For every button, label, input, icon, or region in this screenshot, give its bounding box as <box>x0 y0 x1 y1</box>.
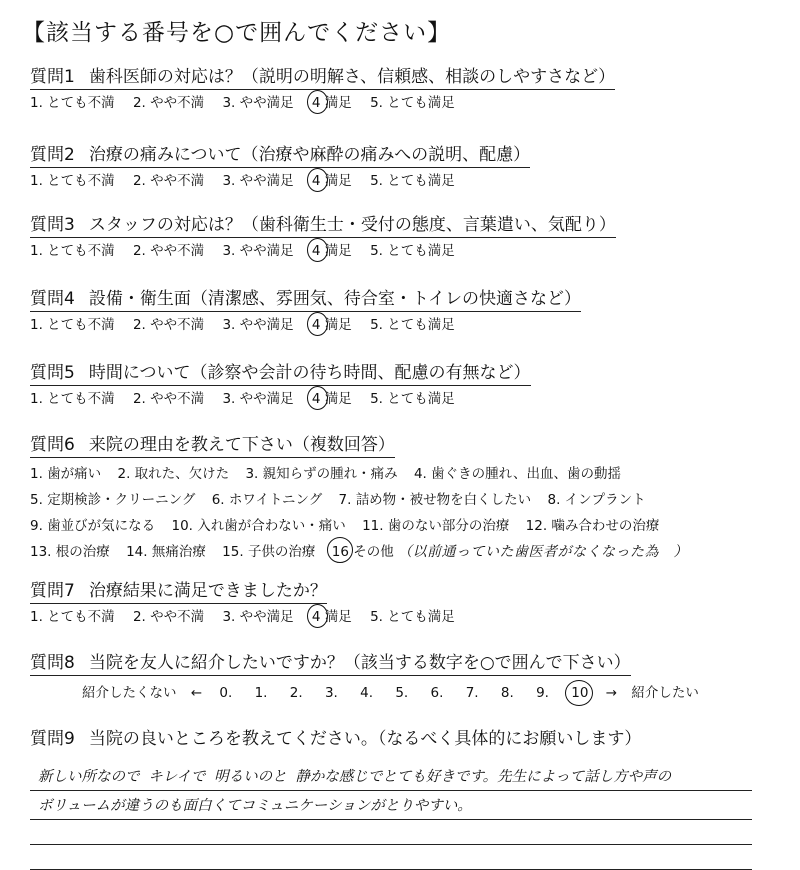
question-3-options <box>30 241 680 261</box>
option-3[interactable]: 3. やや満足 <box>222 243 294 259</box>
option-2[interactable]: 2. やや不満 <box>132 609 205 625</box>
reason-option-7[interactable]: 7. 詰め物・被せ物を白くしたい <box>338 492 532 508</box>
page-title: 【該当する番号を○で囲んでください】 <box>22 20 452 46</box>
answer-line-blank <box>30 845 752 870</box>
question-3-title <box>30 214 616 238</box>
option-5[interactable]: 5. とても満足 <box>370 317 455 333</box>
reason-option-2[interactable]: 2. 取れた、欠けた <box>117 466 230 482</box>
option-2[interactable]: 2. やや不満 <box>132 391 205 407</box>
circled-number: 4 <box>311 243 321 259</box>
scale-value-6[interactable]: 6. <box>430 685 444 701</box>
circled-number: 4 <box>311 609 321 625</box>
scale-value-1[interactable]: 1. <box>254 685 268 701</box>
arrow-left-icon: ← <box>190 685 203 701</box>
circled-number: 4 <box>311 317 321 333</box>
question-2-title <box>30 144 530 168</box>
option-5[interactable]: 5. とても満足 <box>370 243 455 259</box>
reason-option-1[interactable]: 1. 歯が痛い <box>30 466 102 482</box>
option-4-circled[interactable]: 4 満足 <box>311 317 352 333</box>
scale-left-label: 紹介したくない <box>82 685 177 701</box>
reason-option-5[interactable]: 5. 定期検診・クリーニング <box>30 492 196 508</box>
option-5[interactable]: 5. とても満足 <box>370 391 455 407</box>
question-text: スタッフの対応は？（歯科衛生士・受付の態度、言葉遣い、気配り） <box>88 215 616 235</box>
recommend-scale <box>76 682 730 704</box>
question-6 <box>30 434 689 565</box>
option-2[interactable]: 2. やや不満 <box>132 317 205 333</box>
question-9 <box>30 728 750 751</box>
scale-value-5[interactable]: 5. <box>395 685 409 701</box>
scale-value-10-circled[interactable]: 10 <box>571 682 588 704</box>
question-number: 質問1 <box>30 67 75 87</box>
reason-option-10[interactable]: 10. 入れ歯が合わない・痛い <box>171 518 346 534</box>
question-text: 設備・衛生面（清潔感、雰囲気、待合室・トイレの快適さなど） <box>88 289 581 309</box>
option-2[interactable]: 2. やや不満 <box>132 243 205 259</box>
reason-option-4[interactable]: 4. 歯ぐきの腫れ、出血、歯の動揺 <box>413 466 621 482</box>
question-4-options <box>30 315 680 335</box>
question-8-title <box>30 652 631 676</box>
question-1 <box>30 66 680 113</box>
option-2[interactable]: 2. やや不満 <box>132 173 205 189</box>
option-1[interactable]: 1. とても不満 <box>30 391 115 407</box>
question-number: 質問2 <box>30 145 75 165</box>
question-text: 歯科医師の対応は？（説明の明解さ、信頼感、相談のしやすさなど） <box>88 67 616 87</box>
answer-line-1: 新しい所なので キレイで 明るいのと 静かな感じでとても好きです。先生によって話し方や声の <box>30 762 752 791</box>
option-5[interactable]: 5. とても満足 <box>370 95 455 111</box>
question-number: 質問5 <box>30 363 75 383</box>
other-reason-handwritten: （以前通っていた歯医者がなくなった為 ） <box>398 544 689 560</box>
option-4-circled[interactable]: 4 満足 <box>311 173 352 189</box>
reason-option-11[interactable]: 11. 歯のない部分の治療 <box>362 518 510 534</box>
reason-option-16-circled[interactable]: 16 その他 （以前通っていた歯医者がなくなった為 ） <box>332 539 688 565</box>
question-6-options <box>30 461 790 565</box>
scale-value-3[interactable]: 3. <box>324 685 338 701</box>
question-text: 治療の痛みについて（治療や麻酔の痛みへの説明、配慮） <box>88 145 531 165</box>
question-5 <box>30 362 680 409</box>
option-5[interactable]: 5. とても満足 <box>370 173 455 189</box>
circled-number: 4 <box>311 173 321 189</box>
option-3[interactable]: 3. やや満足 <box>222 391 294 407</box>
option-4-circled[interactable]: 4 満足 <box>311 95 352 111</box>
reason-option-3[interactable]: 3. 親知らずの腫れ・痛み <box>245 466 398 482</box>
question-text: 当院の良いところを教えてください。（なるべく具体的にお願いします） <box>88 729 642 749</box>
question-2-options <box>30 171 680 191</box>
option-1[interactable]: 1. とても不満 <box>30 317 115 333</box>
option-2[interactable]: 2. やや不満 <box>132 95 205 111</box>
option-3[interactable]: 3. やや満足 <box>222 95 294 111</box>
reason-option-14[interactable]: 14. 無痛治療 <box>126 544 206 560</box>
reason-option-9[interactable]: 9. 歯並びが気になる <box>30 518 156 534</box>
reason-option-13[interactable]: 13. 根の治療 <box>30 544 110 560</box>
option-3[interactable]: 3. やや満足 <box>222 317 294 333</box>
scale-value-7[interactable]: 7. <box>465 685 479 701</box>
reason-option-8[interactable]: 8. インプラント <box>547 492 646 508</box>
question-number: 質問3 <box>30 215 75 235</box>
arrow-right-icon: → <box>605 685 618 701</box>
circled-number: 4 <box>311 391 321 407</box>
answer-line-blank <box>30 820 752 845</box>
option-4-circled[interactable]: 4 満足 <box>311 609 352 625</box>
question-number: 質問9 <box>30 729 75 749</box>
question-text: 来院の理由を教えて下さい（複数回答） <box>88 435 395 455</box>
answer-line-2: ボリュームが違うのも面白くてコミュニケーションがとりやすい。 <box>30 791 752 820</box>
scale-value-9[interactable]: 9. <box>536 685 549 701</box>
circled-number: 16 <box>332 539 349 565</box>
reason-option-15[interactable]: 15. 子供の治療 <box>222 544 316 560</box>
option-5[interactable]: 5. とても満足 <box>370 609 455 625</box>
question-7-title <box>30 580 327 604</box>
question-text: 当院を友人に紹介したいですか？（該当する数字を○で囲んで下さい） <box>88 653 631 673</box>
circled-number: 4 <box>311 95 321 111</box>
question-9-title <box>30 728 641 751</box>
question-8 <box>30 652 730 704</box>
question-2 <box>30 144 680 191</box>
scale-value-4[interactable]: 4. <box>360 685 374 701</box>
scale-value-0[interactable]: 0. <box>219 685 233 701</box>
free-answer-area[interactable] <box>30 762 752 870</box>
question-number: 質問7 <box>30 581 75 601</box>
question-number: 質問6 <box>30 435 75 455</box>
option-4-circled[interactable]: 4 満足 <box>311 391 352 407</box>
scale-right-label: 紹介したい <box>631 685 699 701</box>
question-3 <box>30 214 680 261</box>
reason-option-12[interactable]: 12. 噛み合わせの治療 <box>525 518 660 534</box>
question-1-options <box>30 93 680 113</box>
option-4-circled[interactable]: 4 満足 <box>311 243 352 259</box>
scale-value-8[interactable]: 8. <box>500 685 514 701</box>
question-number: 質問4 <box>30 289 75 309</box>
option-1[interactable]: 1. とても不満 <box>30 609 115 625</box>
question-5-options <box>30 389 680 409</box>
option-3[interactable]: 3. やや満足 <box>222 609 294 625</box>
option-1[interactable]: 1. とても不満 <box>30 95 115 111</box>
question-4-title <box>30 288 581 312</box>
question-4 <box>30 288 680 335</box>
question-1-title <box>30 66 615 90</box>
option-3[interactable]: 3. やや満足 <box>222 173 294 189</box>
question-text: 治療結果に満足できましたか？ <box>88 581 327 601</box>
question-5-title <box>30 362 531 386</box>
option-1[interactable]: 1. とても不満 <box>30 173 115 189</box>
reason-option-6[interactable]: 6. ホワイトニング <box>211 492 323 508</box>
scale-value-2[interactable]: 2. <box>289 685 303 701</box>
question-text: 時間について（診察や会計の待ち時間、配慮の有無など） <box>88 363 531 383</box>
option-1[interactable]: 1. とても不満 <box>30 243 115 259</box>
question-7-options <box>30 607 680 627</box>
question-7 <box>30 580 680 627</box>
question-number: 質問8 <box>30 653 75 673</box>
question-6-title <box>30 434 395 458</box>
